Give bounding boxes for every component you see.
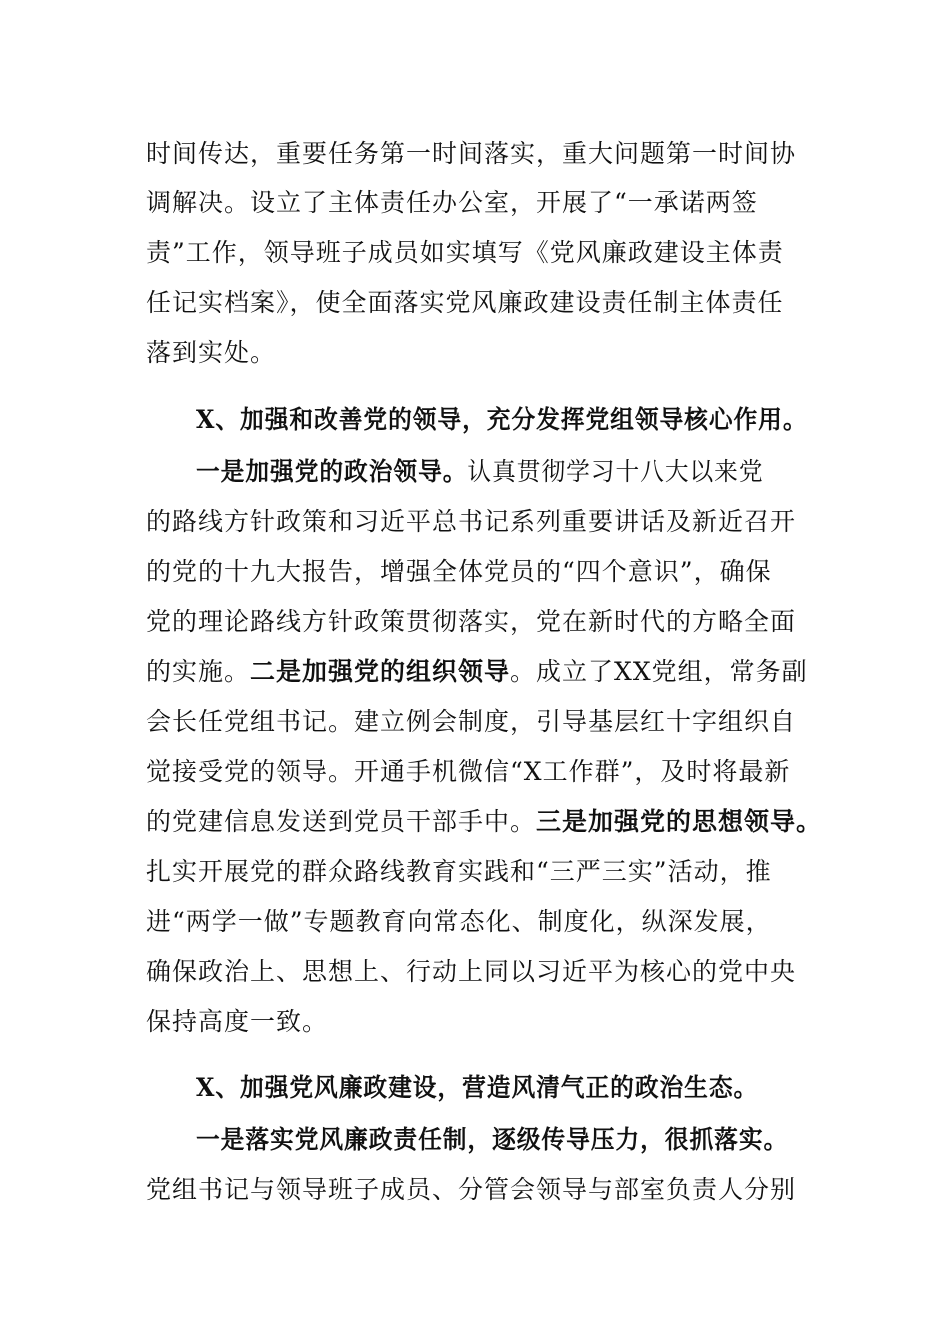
text-run: 党组书记与领导班子成员、分管会领导与部室负责人分别	[146, 1175, 797, 1204]
text-run: 认真贯彻学习十八大以来党	[467, 457, 764, 486]
section-heading	[196, 1073, 860, 1103]
text-run: 确保政治上、思想上、行动上同以习近平为核心的党中央	[146, 957, 797, 986]
text-line	[146, 657, 846, 687]
text-run: 调解决。设立了主体责任办公室，开展了“一承诺两签	[146, 188, 758, 217]
text-run: 责”工作，领导班子成员如实填写《党风廉政建设主体责	[146, 238, 784, 267]
text-run: 落到实处。	[146, 338, 277, 367]
bold-run: 一是落实党风廉政责任制，逐级传导压力，很抓落实。	[196, 1125, 789, 1154]
text-run: 时间传达，重要任务第一时间落实，重大问题第一时间协	[146, 139, 797, 168]
text-line	[146, 907, 846, 937]
text-run: 党的理论路线方针政策贯彻落实，党在新时代的方略全面	[146, 607, 797, 636]
text-line	[146, 188, 846, 218]
text-line	[146, 707, 846, 737]
text-line	[146, 807, 846, 837]
text-line	[146, 957, 846, 987]
text-run: 的党建信息发送到党员干部手中。	[146, 807, 537, 836]
text-line	[146, 139, 846, 169]
text-line	[196, 457, 860, 487]
text-line	[146, 607, 846, 637]
text-run: 觉接受党的领导。开通手机微信“X工作群”，及时将最新	[146, 757, 791, 786]
text-run: 保持高度一致。	[146, 1007, 329, 1036]
text-line	[146, 288, 846, 318]
text-run: 的路线方针政策和习近平总书记系列重要讲话及新近召开	[146, 507, 797, 536]
text-line	[146, 557, 846, 587]
heading-text: X、加强党风廉政建设，营造风清气正的政治生态。	[196, 1073, 759, 1102]
text-line	[146, 757, 846, 787]
text-line	[146, 857, 846, 887]
text-line	[196, 1125, 860, 1155]
text-line	[146, 238, 846, 268]
section-heading	[196, 405, 860, 435]
text-run: 的党的十九大报告，增强全体党员的“四个意识”，确保	[146, 557, 772, 586]
text-run: 会长任党组书记。建立例会制度，引导基层红十字组织自	[146, 707, 797, 736]
text-line	[146, 338, 846, 368]
bold-run: 二是加强党的组织领导	[250, 657, 511, 686]
text-line	[146, 507, 846, 537]
heading-text: X、加强和改善党的领导，充分发挥党组领导核心作用。	[196, 405, 808, 434]
bold-run: 一是加强党的政治领导。	[196, 457, 468, 486]
text-run: 的实施。	[146, 657, 251, 686]
text-run: 扎实开展党的群众路线教育实践和“三严三实”活动，推	[146, 857, 772, 886]
text-run: 进“两学一做”专题教育向常态化、制度化，纵深发展，	[146, 907, 772, 936]
text-line	[146, 1175, 846, 1205]
text-line	[146, 1007, 846, 1037]
text-run: 任记实档案》，使全面落实党风廉政建设责任制主体责任	[146, 288, 784, 317]
bold-run: 三是加强党的思想领导。	[536, 807, 823, 836]
text-run: 。成立了XX党组，常务副	[510, 657, 808, 686]
